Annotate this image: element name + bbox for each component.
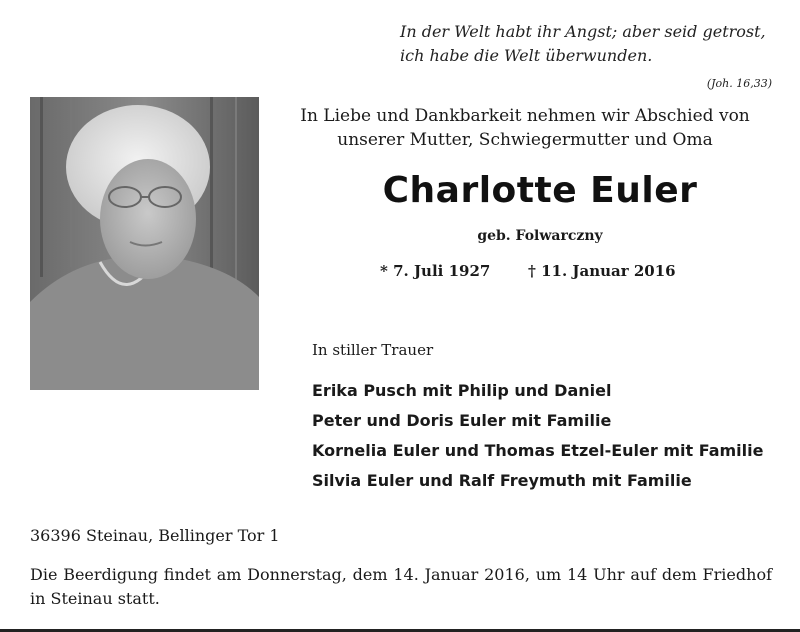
mourner-entry: Peter und Doris Euler mit Familie [312, 411, 612, 430]
mourner-entry: Kornelia Euler und Thomas Etzel-Euler mit Familie [312, 441, 764, 460]
intro-line-1: In Liebe und Dankbarkeit nehmen wir Abschied von [300, 106, 750, 126]
mourners-list [312, 376, 763, 496]
birth-date: * 7. Juli 1927 [380, 262, 491, 280]
farewell-intro [280, 104, 770, 152]
quote-line-1: In der Welt habt ihr Angst; aber seid getrost, [400, 22, 766, 41]
mourner-entry: Erika Pusch mit Philip und Daniel [312, 381, 612, 400]
deceased-name: Charlotte Euler [382, 170, 698, 211]
mourning-label: In stiller Trauer [312, 341, 434, 359]
quote-source: (Joh. 16,33) [706, 77, 772, 90]
portrait-photo [30, 97, 259, 390]
bible-quote [400, 20, 772, 90]
funeral-details: Die Beerdigung findet am Donnerstag, dem 14. Januar 2016, um 14 Uhr auf dem Friedhof in Steinau statt. [30, 565, 772, 608]
death-date: † 11. Januar 2016 [528, 262, 676, 280]
mourner-entry: Silvia Euler und Ralf Freymuth mit Familie [312, 471, 692, 490]
family-address: 36396 Steinau, Bellinger Tor 1 [30, 526, 280, 545]
intro-line-2: unserer Mutter, Schwiegermutter und Oma [337, 130, 713, 150]
quote-line-2: ich habe die Welt überwunden. [400, 46, 653, 65]
maiden-name: geb. Folwarczny [477, 228, 603, 244]
